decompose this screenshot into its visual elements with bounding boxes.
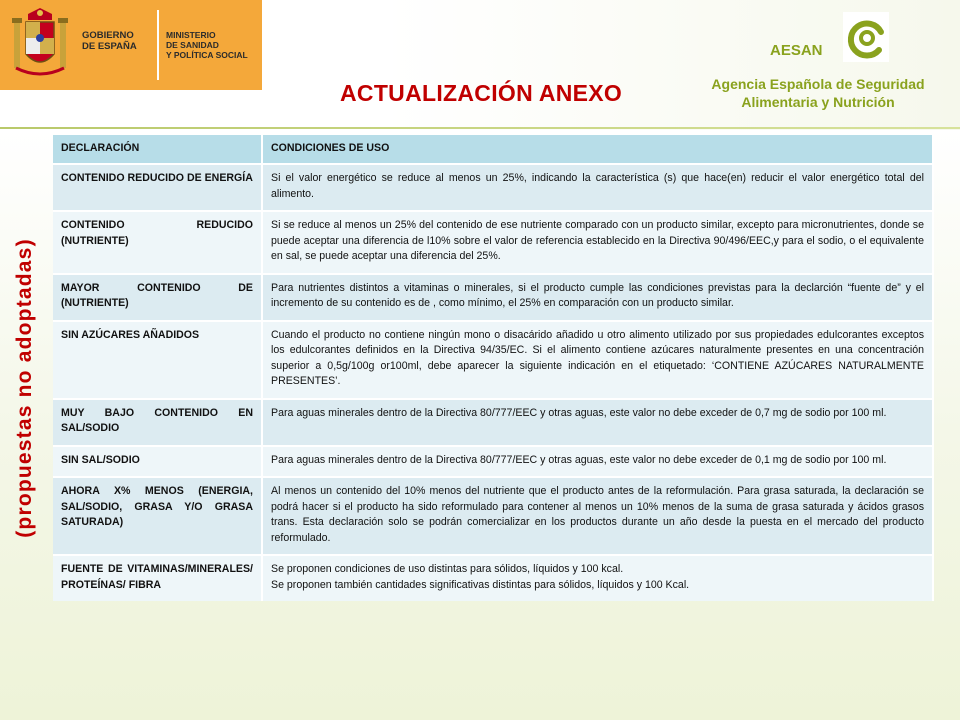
condition-text: Para nutrientes distintos a vitaminas o minerales, si el producto cumple las condiciones previstas para la declarción “fuente de” y el incremento de su contenido es de , como mínimo, el 25% en comparación con un producto similar. [271, 281, 924, 309]
ministerio-text [166, 30, 262, 60]
condition-text: Si se reduce al menos un 25% del contenido de ese nutriente comparado con un producto similar, excepto para micronutrientes, donde se puede aceptar una diferencia de l10% sobre el valor de referencia establecido en la Directiva 90/496/EEC,y para el sodio, o el equivalente en sal, se puede aceptar una diferencia del 25%. [271, 219, 924, 262]
conditions-cell [262, 211, 933, 274]
table-row [53, 555, 933, 601]
conditions-cell [262, 274, 933, 321]
header-divider [0, 127, 960, 129]
aesan-logo-icon [843, 12, 889, 62]
declaration-cell: SIN AZÚCARES AÑADIDOS [53, 321, 262, 399]
agency-name [690, 75, 946, 111]
conditions-cell [262, 477, 933, 555]
declaration-cell: SIN SAL/SODIO [53, 446, 262, 478]
condition-text: Se proponen también cantidades significativas distintas para sólidos, líquidos y 100 Kcal. [271, 578, 690, 591]
agency-line-2: Alimentaria y Nutrición [741, 94, 895, 110]
condition-text: Para aguas minerales dentro de la Directiva 80/777/EEC y otras aguas, este valor no debe exceder de 0,7 mg de sodio por 100 ml. [271, 406, 887, 419]
page-title: ACTUALIZACIÓN ANEXO [340, 80, 623, 106]
conditions-cell [262, 555, 933, 601]
declaration-cell: MUY BAJO CONTENIDO EN SAL/SODIO [53, 399, 262, 446]
declaration-cell: CONTENIDO REDUCIDO (NUTRIENTE) [53, 211, 262, 274]
condition-text: Se proponen condiciones de uso distintas para sólidos, líquidos y 100 kcal. [271, 563, 624, 575]
declaration-cell: MAYOR CONTENIDO DE (NUTRIENTE) [53, 274, 262, 321]
aesan-name: AESAN [770, 42, 823, 59]
condition-text: Si el valor energético se reduce al menos un 25%, indicando la característica (s) que hace(en) reducir el valor energético total del alimento. [271, 172, 924, 200]
side-note-vertical: (propuestas no adoptadas) [13, 238, 36, 538]
conditions-cell [262, 321, 933, 399]
declaration-cell: CONTENIDO REDUCIDO DE ENERGÍA [53, 164, 262, 211]
coat-of-arms-icon [10, 8, 70, 82]
condition-text: Al menos un contenido del 10% menos del nutriente que el producto antes de la reformulación. Para grasa saturada, la declaración se podrá hacer si el producto ha sido reformulado para contener al menos un 10% menos de la suma de grasa saturada y ácidos grasos trans. Esta declaración solo se podrán comercializar en los productos durante un año desde la puesta en el mercado del producto reformulado. [271, 485, 924, 544]
logo-divider [157, 10, 159, 80]
gobierno-line-1: GOBIERNO [82, 30, 134, 41]
annex-table [53, 135, 934, 601]
table-row [53, 477, 933, 555]
table-row [53, 321, 933, 399]
table-row [53, 446, 933, 478]
conditions-cell [262, 164, 933, 211]
header-condiciones: CONDICIONES DE USO [262, 135, 933, 164]
ministerio-line-1: MINISTERIO [166, 30, 216, 40]
table-row [53, 211, 933, 274]
condition-text: Para aguas minerales dentro de la Directiva 80/777/EEC y otras aguas, este valor no debe exceder de 0,1 mg de sodio por 100 ml. [271, 453, 887, 466]
ministerio-line-2: DE SANIDAD [166, 40, 219, 50]
agency-line-1: Agencia Española de Seguridad [711, 76, 925, 92]
gobierno-line-2: DE ESPAÑA [82, 41, 137, 52]
table-header-row [53, 135, 933, 164]
gobierno-text [82, 30, 154, 52]
condition-text: Cuando el producto no contiene ningún mono o disacárido añadido u otro alimento utilizado por sus propiedades edulcorantes exceptos los edulcorantes definidos en la Directiva 94/35/EC. Si el alimento contiene azúcares naturalmente presentes en una concentración superior a 0,5g/100g or100ml, debe aparecer la siguiente indicación en el etiquetado: ‘CONTIENE AZÚCARES NATURALMENTE PRESENTES’. [271, 328, 924, 387]
table-row [53, 164, 933, 211]
declaration-cell: FUENTE DE VITAMINAS/MINERALES/ PROTEÍNAS/ FIBRA [53, 555, 262, 601]
ministerio-line-3: Y POLÍTICA SOCIAL [166, 50, 248, 60]
conditions-cell [262, 399, 933, 446]
declaration-cell: AHORA X% MENOS (ENERGIA, SAL/SODIO, GRASA Y/O GRASA SATURADA) [53, 477, 262, 555]
conditions-cell [262, 446, 933, 478]
gobierno-logo [0, 0, 262, 90]
table-row [53, 399, 933, 446]
header-declaracion: DECLARACIÓN [53, 135, 262, 164]
table-row [53, 274, 933, 321]
